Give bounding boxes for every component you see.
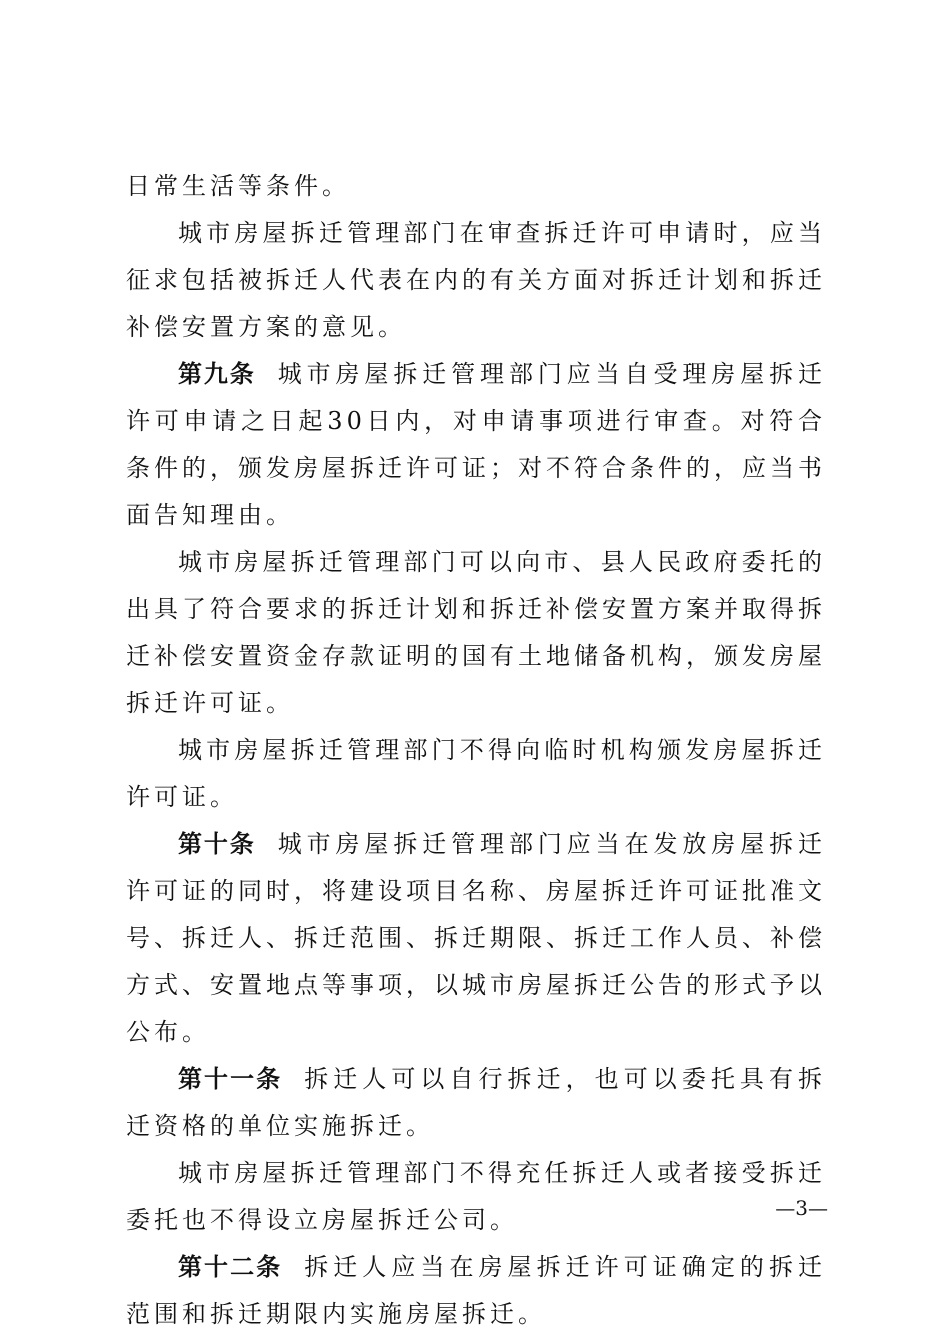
article-10 [126, 821, 826, 1056]
paragraph-8 [126, 1150, 826, 1244]
article-11 [126, 1056, 826, 1150]
paragraph-1 [126, 163, 826, 210]
page-number: —3— [775, 1196, 828, 1220]
paragraph-text: 城市房屋拆迁管理部门可以向市、县人民政府委托的出具了符合要求的拆迁计划和拆迁补偿安置方案并取得拆迁补偿安置资金存款证明的国有土地储备机构，颁发房屋拆迁许可证。 [126, 548, 826, 717]
article-label: 第十一条 [178, 1065, 283, 1093]
paragraph-text: 城市房屋拆迁管理部门在审查拆迁许可申请时，应当征求包括被拆迁人代表在内的有关方面对拆迁计划和拆迁补偿安置方案的意见。 [126, 219, 826, 341]
paragraph-text: 城市房屋拆迁管理部门不得向临时机构颁发房屋拆迁许可证。 [126, 736, 826, 811]
paragraph-2 [126, 210, 826, 351]
paragraph-5 [126, 727, 826, 821]
paragraph-text: 拆迁人应当在房屋拆迁许可证确定的拆迁范围和拆迁期限内实施房屋拆迁。 [126, 1253, 827, 1328]
paragraph-text: 拆迁人可以自行拆迁，也可以委托具有拆迁资格的单位实施拆迁。 [126, 1065, 827, 1140]
article-label: 第十条 [178, 830, 256, 858]
paragraph-text: 日常生活等条件。 [126, 172, 350, 200]
article-12 [126, 1244, 826, 1338]
paragraph-text: 城市房屋拆迁管理部门应当自受理房屋拆迁许可申请之日起30日内，对申请事项进行审查。对符合条件的，颁发房屋拆迁许可证；对不符合条件的，应当书面告知理由。 [126, 360, 827, 529]
document-body [126, 163, 826, 1338]
article-label: 第十二条 [178, 1253, 283, 1281]
paragraph-text: 城市房屋拆迁管理部门不得充任拆迁人或者接受拆迁委托也不得设立房屋拆迁公司。 [126, 1159, 826, 1234]
article-9 [126, 351, 826, 539]
paragraph-text: 城市房屋拆迁管理部门应当在发放房屋拆迁许可证的同时，将建设项目名称、房屋拆迁许可证批准文号、拆迁人、拆迁范围、拆迁期限、拆迁工作人员、补偿方式、安置地点等事项，以城市房屋拆迁公告的形式予以公布。 [126, 830, 827, 1046]
article-label: 第九条 [178, 360, 256, 388]
paragraph-4 [126, 539, 826, 727]
